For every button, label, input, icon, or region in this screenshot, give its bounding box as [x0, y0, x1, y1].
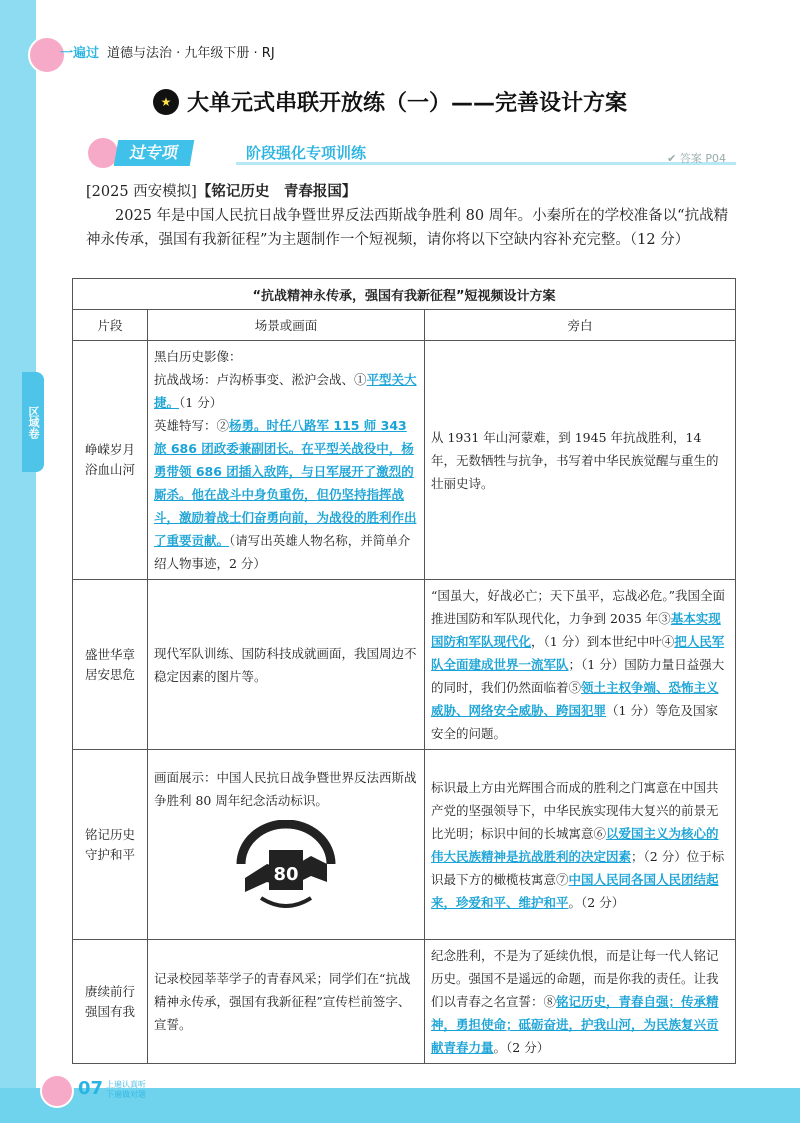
page-title	[110, 86, 670, 117]
scene-cell	[148, 750, 425, 940]
footer-note	[106, 1080, 146, 1100]
col-header-segment: 片段	[73, 310, 148, 341]
question-prompt	[86, 180, 736, 252]
score-text: （1 分）	[179, 395, 223, 410]
logo-number: 80	[273, 863, 299, 885]
answer-2: 杨勇。时任八路军 115 师 343 旅 686 团政委兼副团长。在平型关战役中，杨勇带领 686 团插入敌阵，与日军展开了激烈的厮杀。他在战斗中身负重伤，但仍坚持指挥战斗，激励着战士们奋勇向前，为战役的胜利作出了重要贡献。	[154, 418, 417, 548]
narration-text: （1 分）等危及国家安全的问题。	[431, 703, 718, 741]
table-row	[73, 580, 736, 750]
brand-logo: 一遍过	[60, 45, 100, 61]
footer-note-line: 下遍做对题	[106, 1090, 146, 1099]
col-header-narration: 旁白	[425, 310, 736, 341]
section-bar	[86, 140, 736, 166]
scene-text: 抗战战场：卢沟桥事变、淞沪会战、①	[154, 372, 367, 387]
page-number: 07	[78, 1078, 104, 1099]
answer-6: 以爱国主义为核心的伟大民族精神是抗战胜利的决定因素	[431, 825, 719, 864]
scene-text: 英雄特写：②	[154, 418, 230, 433]
subject-label: 道德与法治 · 九年级下册 · RJ	[107, 45, 275, 61]
segment-line: 强国有我	[84, 1003, 135, 1019]
segment-cell	[73, 580, 148, 750]
question-topic: 【铭记历史 青春报国】	[196, 184, 357, 200]
segment-line: 居安思危	[84, 666, 135, 682]
page-title-text: 大单元式串联开放练（一）——完善设计方案	[186, 91, 627, 116]
section-tag: 过专项	[114, 140, 195, 166]
narration-text: 。（2 分）	[493, 1040, 550, 1055]
answer-3: 基本实现国防和军队现代化	[431, 611, 721, 649]
scene-cell: 现代军队训练、国防科技成就画面，我国周边不稳定因素的图片等。	[148, 580, 425, 750]
design-table	[72, 278, 736, 1064]
answer-8: 铭记历史，青春自强；传承精神，勇担使命；砥砺奋进，护我山河，为民族复兴贡献青春力量	[431, 994, 719, 1055]
narration-text: ，（1 分）到本世纪中叶④	[531, 634, 675, 649]
segment-line: 守护和平	[84, 846, 135, 862]
answer-reference[interactable]: ✔ 答案 P04	[667, 152, 726, 165]
narration-text: “国虽大，好战必亡；天下虽平，忘战必危。”我国全面推进国防和军队现代化，力争到 2035 年③	[431, 588, 726, 626]
answer-1: 平型关大捷。	[154, 372, 417, 410]
col-header-scene: 场景或画面	[148, 310, 425, 341]
scene-text: 画面展示：中国人民抗日战争暨世界反法西斯战争胜利 80 周年纪念活动标识。	[154, 769, 417, 808]
question-source: [2025 西安模拟]	[86, 184, 197, 200]
side-strip	[0, 0, 36, 1123]
narration-text: 标识最上方由光辉围合而成的胜利之门寓意在中国共产党的坚强领导下，中华民族实现伟大复兴的前景无比光明；标识中间的长城寓意⑥	[431, 779, 719, 841]
footer-note-line: 上遍认真听	[106, 1080, 146, 1089]
narration-cell	[425, 580, 736, 750]
narration-text: ；（1 分）国防力量日益强大的同时，我们仍然面临着⑤	[431, 657, 725, 695]
answer-reference-text: 答案 P04	[679, 152, 726, 165]
score-text: （请写出英雄人物名称，并简单介绍人物事迹，2 分）	[154, 533, 411, 571]
answer-4: 把人民军队全面建成世界一流军队	[431, 634, 725, 672]
narration-cell	[425, 750, 736, 940]
narration-cell: 从 1931 年山河蒙难，到 1945 年抗战胜利，14 年，无数牺牲与抗争，书写着中华民族觉醒与重生的壮丽史诗。	[425, 341, 736, 580]
scene-cell: 记录校园莘莘学子的青春风采；同学们在“抗战精神永传承，强国有我新征程”宣传栏前签字、宣誓。	[148, 940, 425, 1064]
segment-line: 赓续前行	[84, 983, 135, 999]
segment-cell	[73, 940, 148, 1064]
scene-cell	[148, 341, 425, 580]
star-badge-icon: ★	[153, 89, 179, 115]
segment-cell	[73, 341, 148, 580]
section-subtitle: 阶段强化专项训练	[246, 144, 367, 162]
table-title: “抗战精神永传承，强国有我新征程”短视频设计方案	[73, 279, 736, 310]
segment-line: 盛世华章	[84, 646, 135, 662]
narration-text: ；（2 分）位于标识最下方的橄榄枝寓意⑦	[431, 848, 725, 887]
answer-7: 中国人民同各国人民团结起来，珍爱和平、维护和平	[431, 871, 719, 910]
segment-line: 铭记历史	[84, 826, 135, 842]
narration-text: 。（2 分）	[568, 894, 625, 910]
footer-mascot-icon	[40, 1074, 74, 1108]
table-row	[73, 341, 736, 580]
segment-line: 峥嵘岁月	[84, 442, 135, 457]
table-row	[73, 940, 736, 1064]
table-row	[73, 750, 736, 940]
header	[60, 40, 275, 62]
narration-text: 纪念胜利，不是为了延续仇恨，而是让每一代人铭记历史。强国不是遥远的命题，而是你我的责任。让我们以青春之名宣誓：⑧	[431, 948, 719, 1009]
narration-cell	[425, 940, 736, 1064]
question-text: 2025 年是中国人民抗日战争暨世界反法西斯战争胜利 80 周年。小秦所在的学校准备以“抗战精神永传承，强国有我新征程”为主题制作一个短视频，请你将以下空缺内容补充完整。（12 分）	[86, 208, 729, 248]
victory-80-logo	[231, 820, 341, 916]
segment-cell	[73, 750, 148, 940]
logo-olive-branch	[261, 898, 311, 906]
scene-text: 黑白历史影像：	[154, 349, 242, 364]
side-tab[interactable]: 区域卷	[22, 372, 44, 472]
segment-line: 浴血山河	[84, 462, 135, 477]
answer-5: 领土主权争端、恐怖主义威胁、网络安全威胁、跨国犯罪	[431, 680, 719, 718]
